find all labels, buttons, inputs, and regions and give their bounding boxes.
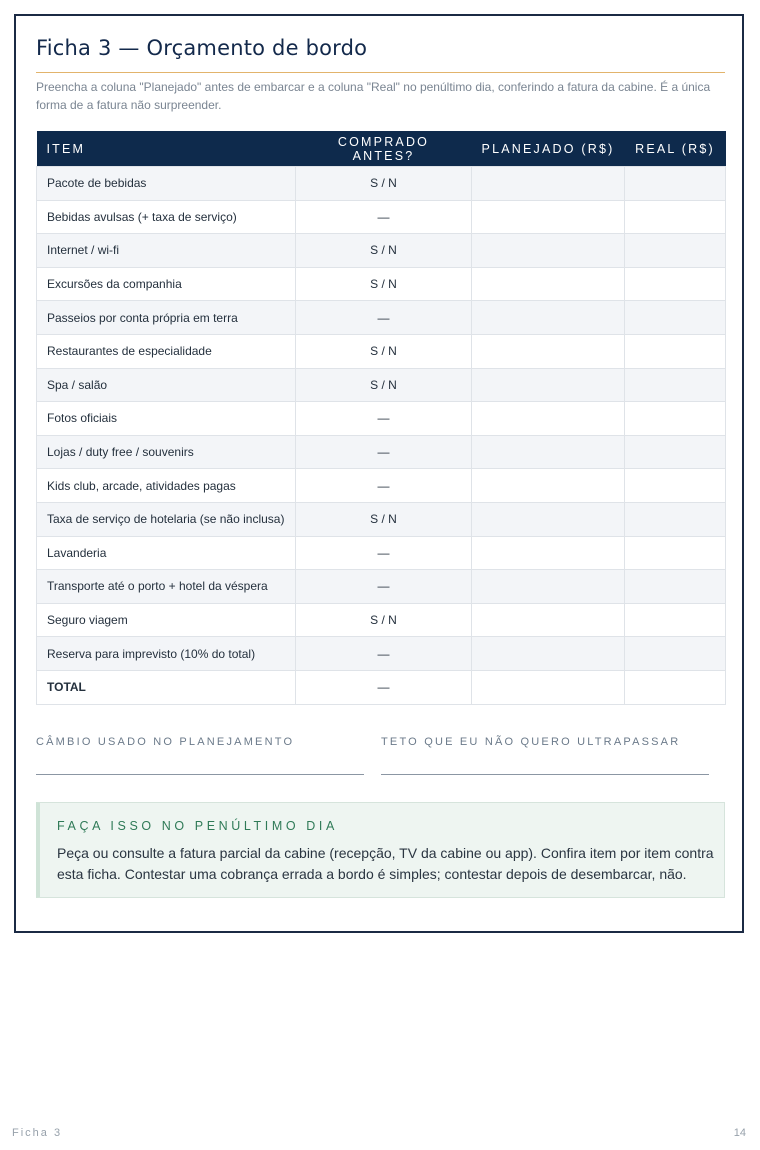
row-real-cell[interactable] — [625, 502, 726, 536]
row-planned-cell[interactable] — [472, 570, 625, 604]
row-item-cell: Restaurantes de especialidade — [37, 334, 296, 368]
row-bought-cell: S / N — [296, 267, 472, 301]
extra-fields — [36, 736, 725, 780]
table-row — [37, 200, 726, 234]
table-row — [37, 637, 726, 671]
budget-table — [36, 131, 726, 705]
row-planned-cell[interactable] — [472, 502, 625, 536]
row-bought-cell: S / N — [296, 167, 472, 201]
column-header-planned: PLANEJADO (R$) — [472, 131, 625, 167]
row-bought-cell: — — [296, 637, 472, 671]
tip-callout — [36, 802, 725, 898]
row-item-cell: Fotos oficiais — [37, 402, 296, 436]
row-bought-cell: S / N — [296, 368, 472, 402]
table-row — [37, 603, 726, 637]
row-real-cell[interactable] — [625, 200, 726, 234]
row-planned-cell[interactable] — [472, 234, 625, 268]
row-real-cell[interactable] — [625, 637, 726, 671]
spending-ceiling-field — [381, 736, 709, 748]
row-planned-cell[interactable] — [472, 536, 625, 570]
exchange-rate-line — [36, 774, 364, 775]
row-item-cell: Bebidas avulsas (+ taxa de serviço) — [37, 200, 296, 234]
table-row — [37, 469, 726, 503]
row-planned-cell[interactable] — [472, 200, 625, 234]
table-row — [37, 570, 726, 604]
exchange-rate-label: CÂMBIO USADO NO PLANEJAMENTO — [36, 736, 295, 748]
row-item-cell: Internet / wi-fi — [37, 234, 296, 268]
table-body — [37, 167, 726, 705]
row-item-cell: Spa / salão — [37, 368, 296, 402]
row-bought-cell: — — [296, 670, 472, 704]
row-item-cell: Excursões da companhia — [37, 267, 296, 301]
table-row — [37, 435, 726, 469]
row-planned-cell[interactable] — [472, 603, 625, 637]
row-bought-cell: — — [296, 200, 472, 234]
table-row — [37, 368, 726, 402]
row-bought-cell: — — [296, 435, 472, 469]
row-item-cell: Pacote de bebidas — [37, 167, 296, 201]
table-header-row — [37, 131, 726, 167]
row-item-cell: TOTAL — [37, 670, 296, 704]
row-real-cell[interactable] — [625, 334, 726, 368]
tip-text: Peça ou consulte a fatura parcial da cabine (recepção, TV da cabine ou app). Confira item por item contra esta ficha. Contestar uma cobrança errada a bordo é simples; contestar depois de desembarcar, não. — [57, 845, 714, 882]
row-real-cell[interactable] — [625, 435, 726, 469]
row-real-cell[interactable] — [625, 570, 726, 604]
column-header-bought: COMPRADO ANTES? — [296, 131, 472, 167]
column-header-item: ITEM — [37, 131, 296, 167]
row-item-cell: Transporte até o porto + hotel da véspera — [37, 570, 296, 604]
row-real-cell[interactable] — [625, 536, 726, 570]
row-bought-cell: — — [296, 570, 472, 604]
row-bought-cell: S / N — [296, 234, 472, 268]
row-item-cell: Taxa de serviço de hotelaria (se não inclusa) — [37, 502, 296, 536]
row-bought-cell: — — [296, 469, 472, 503]
row-item-cell: Lavanderia — [37, 536, 296, 570]
row-bought-cell: S / N — [296, 603, 472, 637]
row-item-cell: Passeios por conta própria em terra — [37, 301, 296, 335]
row-real-cell[interactable] — [625, 670, 726, 704]
row-item-cell: Kids club, arcade, atividades pagas — [37, 469, 296, 503]
row-planned-cell[interactable] — [472, 267, 625, 301]
worksheet-card — [14, 14, 744, 933]
tip-label: FAÇA ISSO NO PENÚLTIMO DIA — [57, 819, 338, 833]
row-planned-cell[interactable] — [472, 670, 625, 704]
row-real-cell[interactable] — [625, 469, 726, 503]
row-planned-cell[interactable] — [472, 301, 625, 335]
table-row — [37, 267, 726, 301]
row-real-cell[interactable] — [625, 301, 726, 335]
exchange-rate-field — [36, 736, 364, 748]
row-item-cell: Lojas / duty free / souvenirs — [37, 435, 296, 469]
table-row — [37, 536, 726, 570]
row-planned-cell[interactable] — [472, 637, 625, 671]
row-planned-cell[interactable] — [472, 469, 625, 503]
row-item-cell: Reserva para imprevisto (10% do total) — [37, 637, 296, 671]
row-planned-cell[interactable] — [472, 435, 625, 469]
row-planned-cell[interactable] — [472, 368, 625, 402]
row-bought-cell: S / N — [296, 502, 472, 536]
page-title: Ficha 3 — Orçamento de bordo — [36, 36, 368, 60]
table-row — [37, 301, 726, 335]
table-row — [37, 502, 726, 536]
row-item-cell: Seguro viagem — [37, 603, 296, 637]
intro-text: Preencha a coluna "Planejado" antes de embarcar e a coluna "Real" no penúltimo dia, conferindo a fatura da cabine. É a única forma de a fatura não surpreender. — [36, 80, 711, 112]
row-planned-cell[interactable] — [472, 334, 625, 368]
column-header-real: REAL (R$) — [625, 131, 726, 167]
row-bought-cell: S / N — [296, 334, 472, 368]
table-row — [37, 670, 726, 704]
row-bought-cell: — — [296, 301, 472, 335]
row-real-cell[interactable] — [625, 368, 726, 402]
row-real-cell[interactable] — [625, 167, 726, 201]
footer-section-label: Ficha 3 — [12, 1127, 63, 1139]
row-bought-cell: — — [296, 536, 472, 570]
row-real-cell[interactable] — [625, 267, 726, 301]
spending-ceiling-line — [381, 774, 709, 775]
row-real-cell[interactable] — [625, 402, 726, 436]
spending-ceiling-label: TETO QUE EU NÃO QUERO ULTRAPASSAR — [381, 736, 681, 748]
footer-page-number: 14 — [733, 1127, 746, 1139]
row-bought-cell: — — [296, 402, 472, 436]
table-row — [37, 234, 726, 268]
row-real-cell[interactable] — [625, 603, 726, 637]
table-row — [37, 334, 726, 368]
table-row — [37, 402, 726, 436]
row-planned-cell[interactable] — [472, 402, 625, 436]
row-planned-cell[interactable] — [472, 167, 625, 201]
title-divider — [36, 72, 725, 73]
table-row — [37, 167, 726, 201]
row-real-cell[interactable] — [625, 234, 726, 268]
